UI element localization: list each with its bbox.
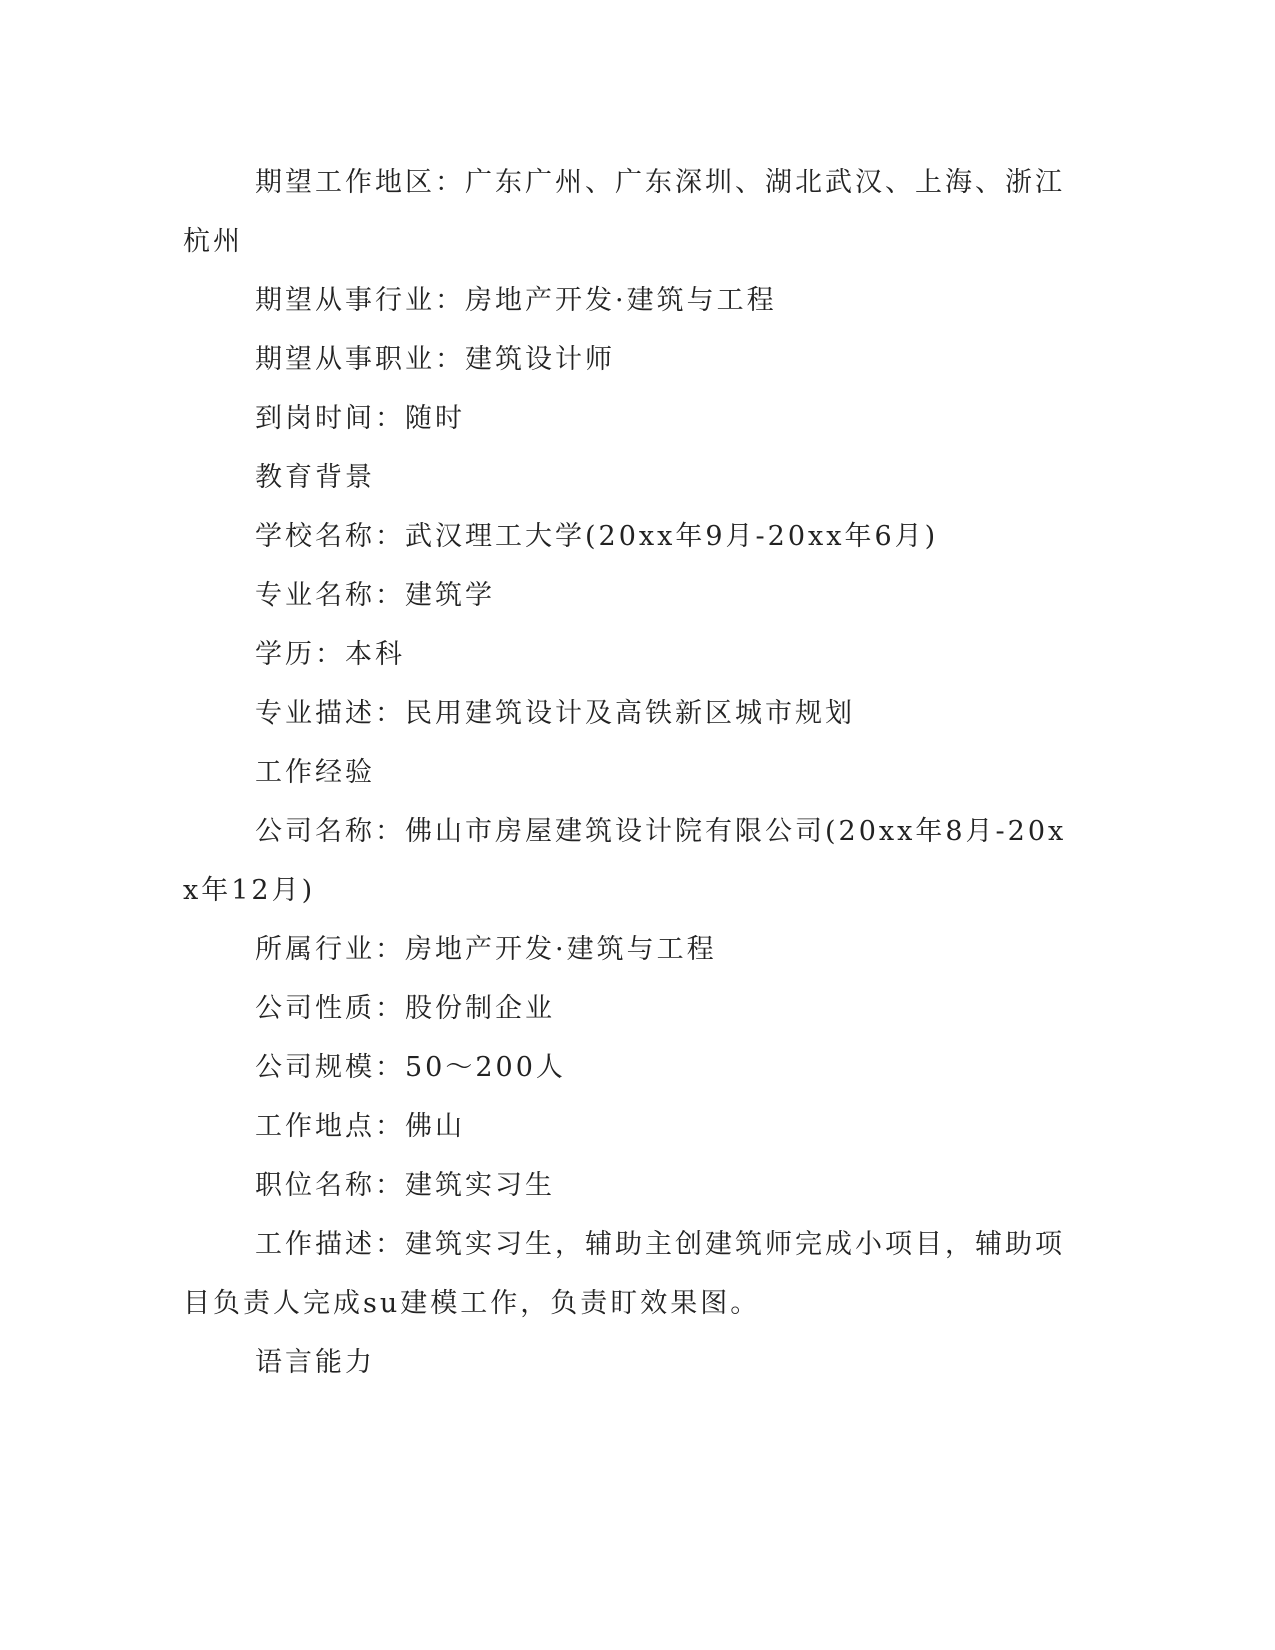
work-location: 工作地点：佛山 <box>255 1111 465 1142</box>
position-title: 职位名称：建筑实习生 <box>255 1170 555 1201</box>
major-description: 专业描述：民用建筑设计及高铁新区城市规划 <box>255 698 855 729</box>
section-heading-language-skills: 语言能力 <box>255 1347 375 1378</box>
availability: 到岗时间：随时 <box>255 403 465 434</box>
major-name: 专业名称：建筑学 <box>255 580 495 611</box>
section-heading-work-experience: 工作经验 <box>255 757 375 788</box>
degree: 学历：本科 <box>255 639 405 670</box>
school-name: 学校名称：武汉理工大学(20xx年9月-20xx年6月) <box>255 521 939 552</box>
company-type: 公司性质：股份制企业 <box>255 993 555 1024</box>
section-heading-education: 教育背景 <box>255 462 375 493</box>
document-body <box>183 153 1083 1392</box>
expected-work-location: 期望工作地区：广东广州、广东深圳、湖北武汉、上海、浙江杭州 <box>183 167 1065 257</box>
expected-occupation: 期望从事职业：建筑设计师 <box>255 344 615 375</box>
company-size: 公司规模：50～200人 <box>255 1052 566 1083</box>
company-industry: 所属行业：房地产开发·建筑与工程 <box>255 934 717 965</box>
job-description: 工作描述：建筑实习生，辅助主创建筑师完成小项目，辅助项目负责人完成su建模工作，负责盯效果图。 <box>183 1229 1065 1319</box>
expected-industry: 期望从事行业：房地产开发·建筑与工程 <box>255 285 777 316</box>
company-name: 公司名称：佛山市房屋建筑设计院有限公司(20xx年8月-20xx年12月) <box>183 816 1067 906</box>
